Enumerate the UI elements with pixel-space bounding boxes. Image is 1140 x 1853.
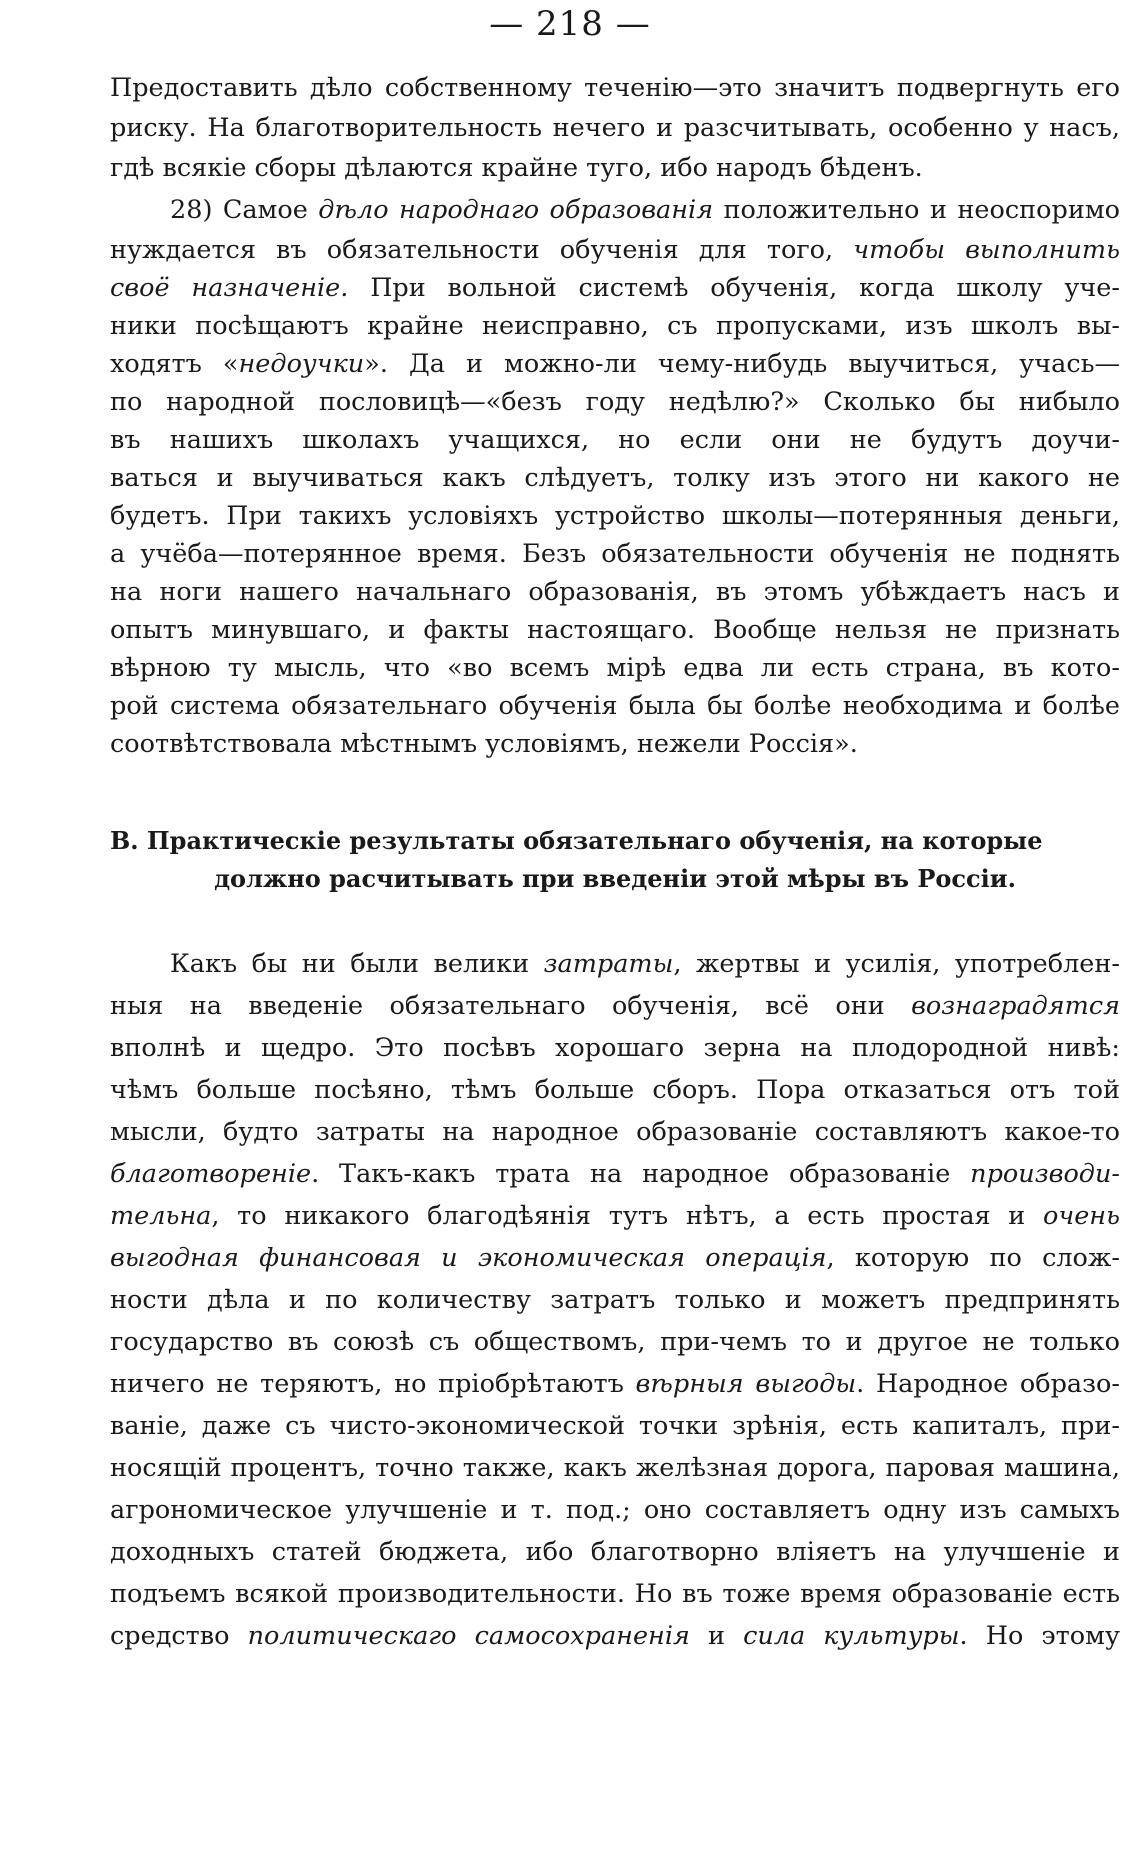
text-line: средство политическаго самосохраненія и сила культуры. Но этому — [110, 1621, 1120, 1651]
text-line: вполнѣ и щедро. Это посѣвъ хорошаго зерна на плодородной нивѣ: — [110, 1033, 1120, 1063]
text-line: 28) Самое дѣло народнаго образованія положительно и неоспоримо — [170, 195, 1121, 225]
section-heading: В. Практическіе результаты обязательнаго обученія, на которые — [110, 826, 1043, 855]
text-line: ваться и выучиваться какъ слѣдуетъ, толку изъ этого ни какого не — [110, 463, 1120, 493]
text-line: ваніе, даже съ чисто-экономической точки зрѣнія, есть капиталъ, при- — [110, 1411, 1120, 1441]
text-line: своё назначеніе. При вольной системѣ обученія, когда школу уче- — [110, 273, 1120, 303]
text-line: ничего не теряютъ, но пріобрѣтаютъ вѣрныя выгоды. Народное образо- — [110, 1369, 1121, 1399]
text-line: подъемъ всякой производительности. Но въ тоже время образованіе есть — [110, 1579, 1120, 1609]
emphasis-text: дѣло народнаго образованія — [318, 195, 714, 225]
text-line: опытъ минувшаго, и факты настоящаго. Вообще нельзя не признать — [110, 615, 1120, 645]
text-line: Какъ бы ни были велики затраты, жертвы и усилія, употреблен- — [170, 949, 1120, 979]
text-line: по народной пословицѣ—«безъ году недѣлю?» Сколько бы нибыло — [110, 387, 1120, 417]
emphasis-text: чтобы выполнить — [853, 235, 1120, 265]
text-line: а учёба—потерянное время. Безъ обязательности обученія не поднять — [110, 539, 1120, 569]
emphasis-text: выгодная финансовая и экономическая операція — [110, 1243, 827, 1273]
page-number: — 218 — — [489, 4, 651, 44]
text-line: соотвѣтствовала мѣстнымъ условіямъ, нежели Россія». — [110, 729, 858, 759]
section-heading: должно расчитывать при введеніи этой мѣры въ Россіи. — [214, 864, 1016, 893]
text-line: ности дѣла и по количеству затратъ только и можетъ предпринять — [110, 1285, 1120, 1315]
text-line: риску. На благотворительность нечего и разсчитывать, особенно у насъ, — [110, 113, 1120, 143]
text-line: ныя на введеніе обязательнаго обученія, всё они вознаградятся — [110, 991, 1120, 1021]
text-line: государство въ союзѣ съ обществомъ, при-чемъ то и другое не только — [110, 1327, 1120, 1357]
emphasis-text: своё назначеніе. — [110, 273, 349, 303]
emphasis-text: производи- — [970, 1159, 1120, 1189]
emphasis-text: сила культуры — [743, 1621, 960, 1651]
emphasis-text: политическаго самосохраненія — [247, 1621, 690, 1651]
text-line: чѣмъ больше посѣяно, тѣмъ больше сборъ. Пора отказаться отъ той — [110, 1075, 1120, 1105]
text-line: нуждается въ обязательности обученія для того, чтобы выполнить — [110, 235, 1120, 265]
text-line: гдѣ всякіе сборы дѣлаются крайне туго, ибо народъ бѣденъ. — [110, 153, 923, 183]
text-line: вѣрною ту мысль, что «во всемъ мірѣ едва ли есть страна, въ кото- — [110, 653, 1120, 683]
text-line: доходныхъ статей бюджета, ибо благотворно вліяетъ на улучшеніе и — [110, 1537, 1120, 1567]
text-line: рой система обязательнаго обученія была бы болѣе необходима и болѣе — [110, 691, 1120, 721]
text-line: ники посѣщаютъ крайне неисправно, съ пропусками, изъ школъ вы- — [110, 311, 1120, 341]
text-line: ходятъ «недоучки». Да и можно-ли чему-нибудь выучиться, учась— — [110, 349, 1121, 379]
emphasis-text: вѣрныя выгоды — [635, 1369, 857, 1399]
text-line: Предоставить дѣло собственному теченію—это значитъ подвергнуть его — [110, 73, 1120, 103]
text-line: будетъ. При такихъ условіяхъ устройство школы—потерянныя деньги, — [110, 501, 1120, 531]
emphasis-text: недоучки — [238, 349, 365, 379]
emphasis-text: благотвореніе — [110, 1159, 312, 1189]
emphasis-text: очень — [1043, 1201, 1120, 1231]
text-line: выгодная финансовая и экономическая операція, которую по слож- — [110, 1243, 1120, 1273]
text-line: благотвореніе. Такъ-какъ трата на народное образованіе производи- — [110, 1159, 1120, 1189]
text-line: агрономическое улучшеніе и т. под.; оно составляетъ одну изъ самыхъ — [110, 1495, 1120, 1525]
text-line: тельна, то никакого благодѣянія тутъ нѣтъ, а есть простая и очень — [110, 1201, 1120, 1231]
text-line: мысли, будто затраты на народное образованіе составляютъ какое-то — [110, 1117, 1120, 1147]
text-line: въ нашихъ школахъ учащихся, но если они не будутъ доучи- — [110, 425, 1120, 455]
emphasis-text: затраты — [543, 949, 674, 979]
text-line: носящій процентъ, точно также, какъ желѣзная дорога, паровая машина, — [110, 1453, 1120, 1483]
text-line: на ноги нашего начальнаго образованія, въ этомъ убѣждаетъ насъ и — [110, 577, 1120, 607]
emphasis-text: вознаградятся — [911, 991, 1120, 1021]
emphasis-text: тельна — [110, 1201, 212, 1231]
